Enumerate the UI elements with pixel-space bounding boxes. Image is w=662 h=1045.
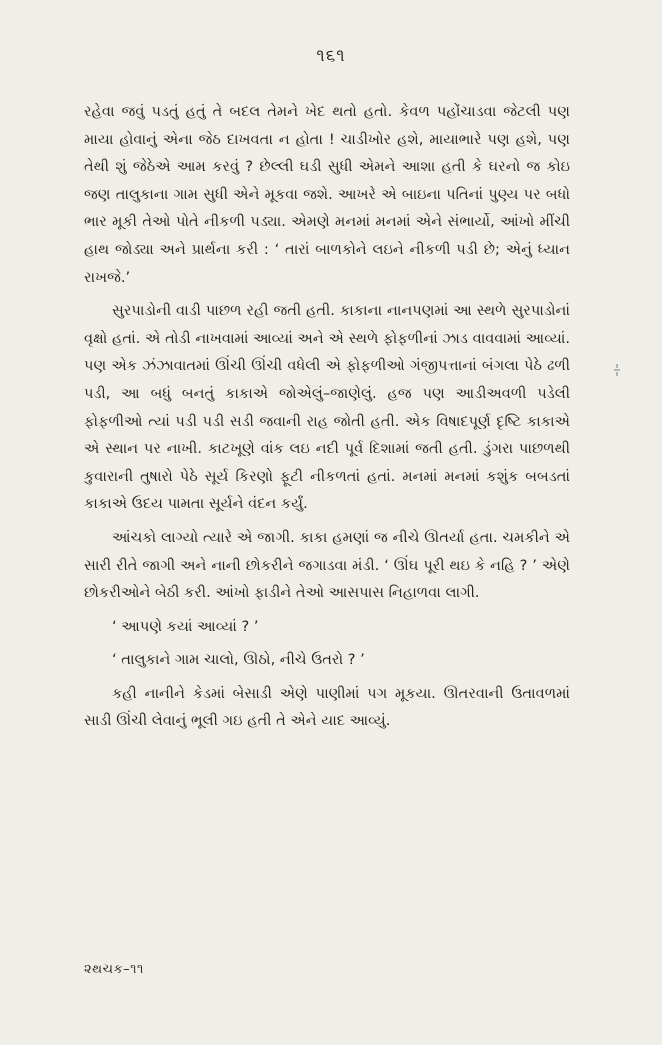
paragraph-2: સુરપાડોની વાડી પાછળ રહી જતી હતી. કાકાના નાનપણમાં આ સ્થળે સુરપાડોનાં વૃક્ષો હતાં. એ તોડી નાખવામાં આવ્યાં અને એ સ્થળે ફોફળીનાં ઝાડ વાવવામાં આવ્યાં. પણ એક ઝંઝાવાતમાં ઊંચી ઊંચી વધેલી એ ફોફળીઓ ગંજીપત્તાનાં બંગલા પેઠે ઢળી પડી, આ બધું બનતું કાકાએ જોએલું–જાણેલું. હજ પણ આડીઅવળી પડેલી ફોફળીઓ ત્યાં પડી પડી સડી જવાની રાહ જોતી હતી. એક વિષાદપૂર્ણ દૃષ્ટિ કાકાએ એ સ્થાન પર નાખી. કાટખૂણે વાંક લઇ નદી પૂર્વ દિશામાં જતી હતી. ડુંગરા પાછળથી કુવારાની તુષારો પેઠે સૂર્ય કિરણો ફૂટી નીકળતાં હતાં. મનમાં મનમાં કશુંક બબડતાં કાકાએ ઉદય પામતા સૂર્યને વંદન કર્યું. [84,302,570,513]
margin-mark-icon [614,364,620,376]
margin-mark-glyph [614,364,620,376]
paragraph-1: રહેવા જવું પડતું હતું તે બદલ તેમને ખેદ થતો હતો. કેવળ પહોંચાડવા જેટલી પણ માયા હોવાનું એના જેઠ દાખવતા ન હોતા ! ચાડીખોર હશે, માયાભારે પણ હશે, પણ તેથી શું જેઠેએ આમ કરવું ? છેલ્લી ઘડી સુધી એમને આશા હતી કે ઘરનો જ કોઇ જણ તાલુકાના ગામ સુધી એને મૂકવા જશે. આખરે એ બાઇના પતિનાં પુણ્ય પર બધો ભાર મૂકી તેઓ પોતે નીકળી પડ્યા. એમણે મનમાં મનમાં એને સંભાર્યો, આંખો મીંચી હાથ જોડ્યા અને પ્રાર્થના કરી : ‘ તારાં બાળકોને લઇને નીકળી પડી છે; એનું ધ્યાન રાખજે.’ [84,103,570,286]
paragraph-4: ‘ આપણે કયાં આવ્યાં ? ’ [112,617,259,635]
paragraph-5: ‘ તાલુકાને ગામ ચાલો, ઊઠો, નીચે ઉતરો ? ’ [112,651,365,669]
page-body [84,98,570,735]
page-number: ૧૬૧ [316,46,346,66]
paragraph-6: કહી નાનીને કેડમાં બેસાડી એણે પાણીમાં પગ મૂકયા. ઊતરવાની ઉતાવળમાં સાડી ઊંચી લેવાનું ભૂલી ગઇ હતી તે એને યાદ આવ્યું. [84,684,570,730]
signature-mark: ૨થચક–૧૧ [84,962,144,977]
paragraph-3: આંચકો લાગ્યો ત્યારે એ જાગી. કાકા હમણાં જ નીચે ઊતર્યા હતા. ચમકીને એ સારી રીતે જાગી અને નાની છોકરીને જગાડવા મંડી. ‘ ઊંઘ પૂરી થઇ કે નહિ ? ’ એણે છોકરીઓને બેઠી કરી. આંખો ફાડીને તેઓ આસપાસ નિહાળવા લાગી. [84,528,570,602]
